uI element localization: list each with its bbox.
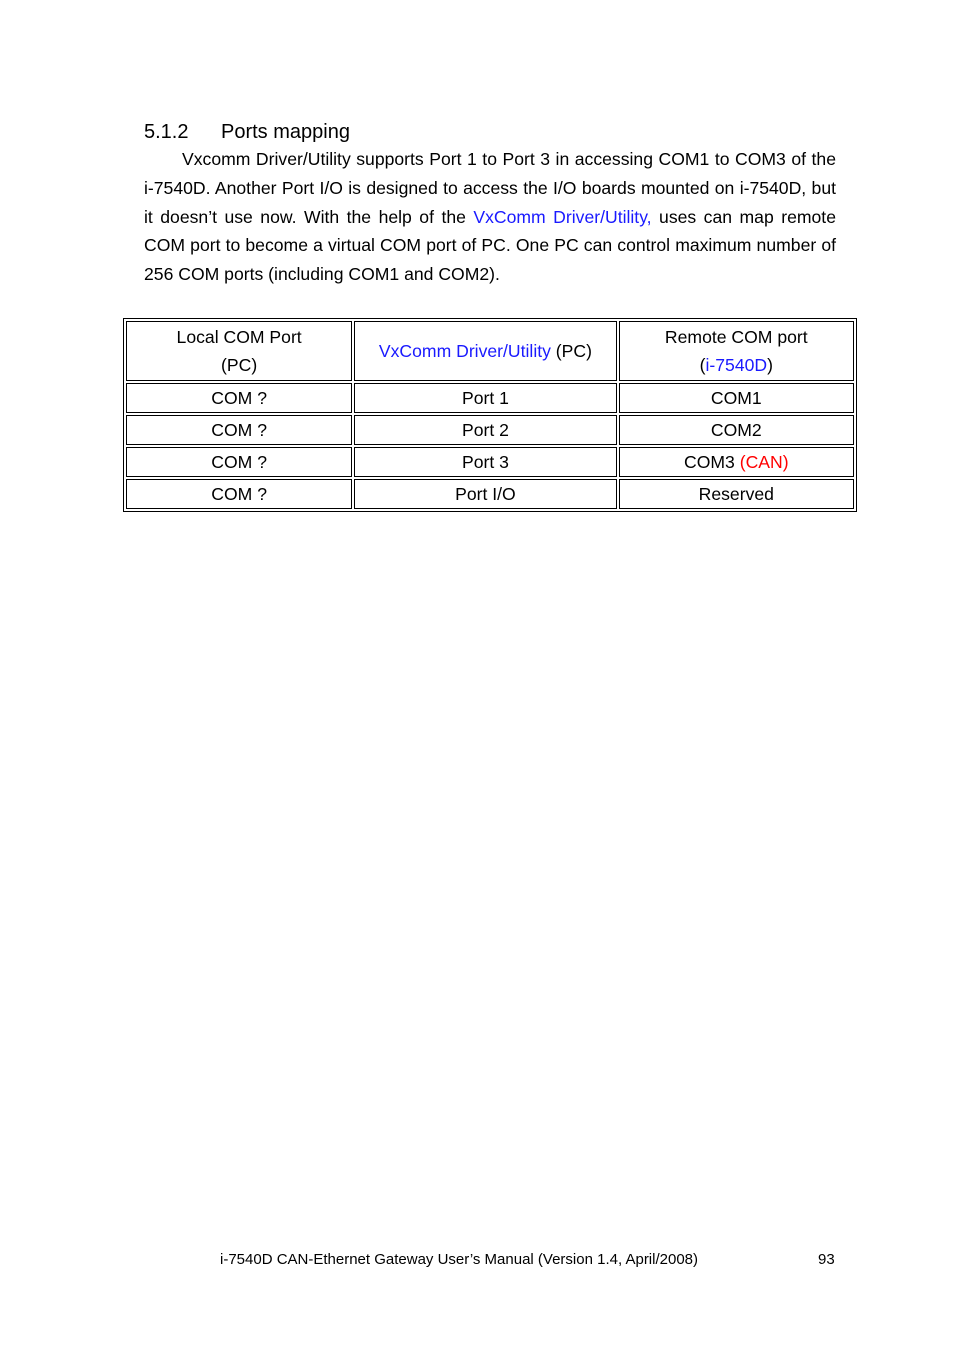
section-heading [144,119,350,145]
cell-remote-value: Reserved [698,484,774,504]
intro-paragraph [144,145,836,289]
cell-driver: Port I/O [354,479,616,509]
table-row [126,479,854,509]
header-remote-com-port [619,321,854,381]
paragraph-text-2: uses can map remote COM port to become a virtual COM port of PC. One PC can control maximum number of 256 COM ports (including COM1 and COM2). [144,206,836,285]
table-header-row [126,321,854,381]
vxcomm-driver-link[interactable]: VxComm Driver/Utility, [473,206,652,227]
table-row [126,383,854,413]
cell-driver: Port 1 [354,383,616,413]
header-local-com-port [126,321,352,381]
footer-manual-title: i-7540D CAN-Ethernet Gateway User’s Manual (Version 1.4, April/2008) [220,1251,699,1268]
table-row [126,415,854,445]
section-number: 5.1.2 [144,121,189,143]
cell-remote-value: COM1 [710,388,762,408]
cell-remote [619,383,854,413]
table-row [126,447,854,477]
cell-local: COM ? [126,383,352,413]
header-remote-link[interactable]: i-7540D [705,355,768,375]
cell-local: COM ? [126,415,352,445]
paragraph-text-1: Vxcomm Driver/Utility supports Port 1 to Port 3 in accessing COM1 to COM3 of the i-7540D. Another Port I/O is designed to access the I/O boards mounted on i-7540D, but it doesn’t use now. With the help of the [144,149,836,227]
cell-remote-value: COM3 [684,452,740,472]
header-local-line2: (PC) [221,355,258,375]
header-remote-close: ) [767,355,773,375]
ports-mapping-table [123,318,857,512]
header-driver-suffix: (PC) [550,341,592,361]
header-remote-open: ( [699,355,706,375]
header-remote-line1: Remote COM port [664,327,808,347]
cell-driver: Port 3 [354,447,616,477]
header-driver-utility [354,321,616,381]
cell-remote [619,415,854,445]
header-driver-link[interactable]: VxComm Driver/Utility [378,341,551,361]
cell-remote [619,447,854,477]
cell-remote-value: COM2 [710,420,762,440]
cell-remote-note: (CAN) [739,452,789,472]
cell-driver: Port 2 [354,415,616,445]
cell-remote [619,479,854,509]
header-local-line1: Local COM Port [176,327,302,347]
cell-local: COM ? [126,447,352,477]
cell-local: COM ? [126,479,352,509]
page-number: 93 [818,1251,835,1268]
section-title: Ports mapping [221,121,350,143]
